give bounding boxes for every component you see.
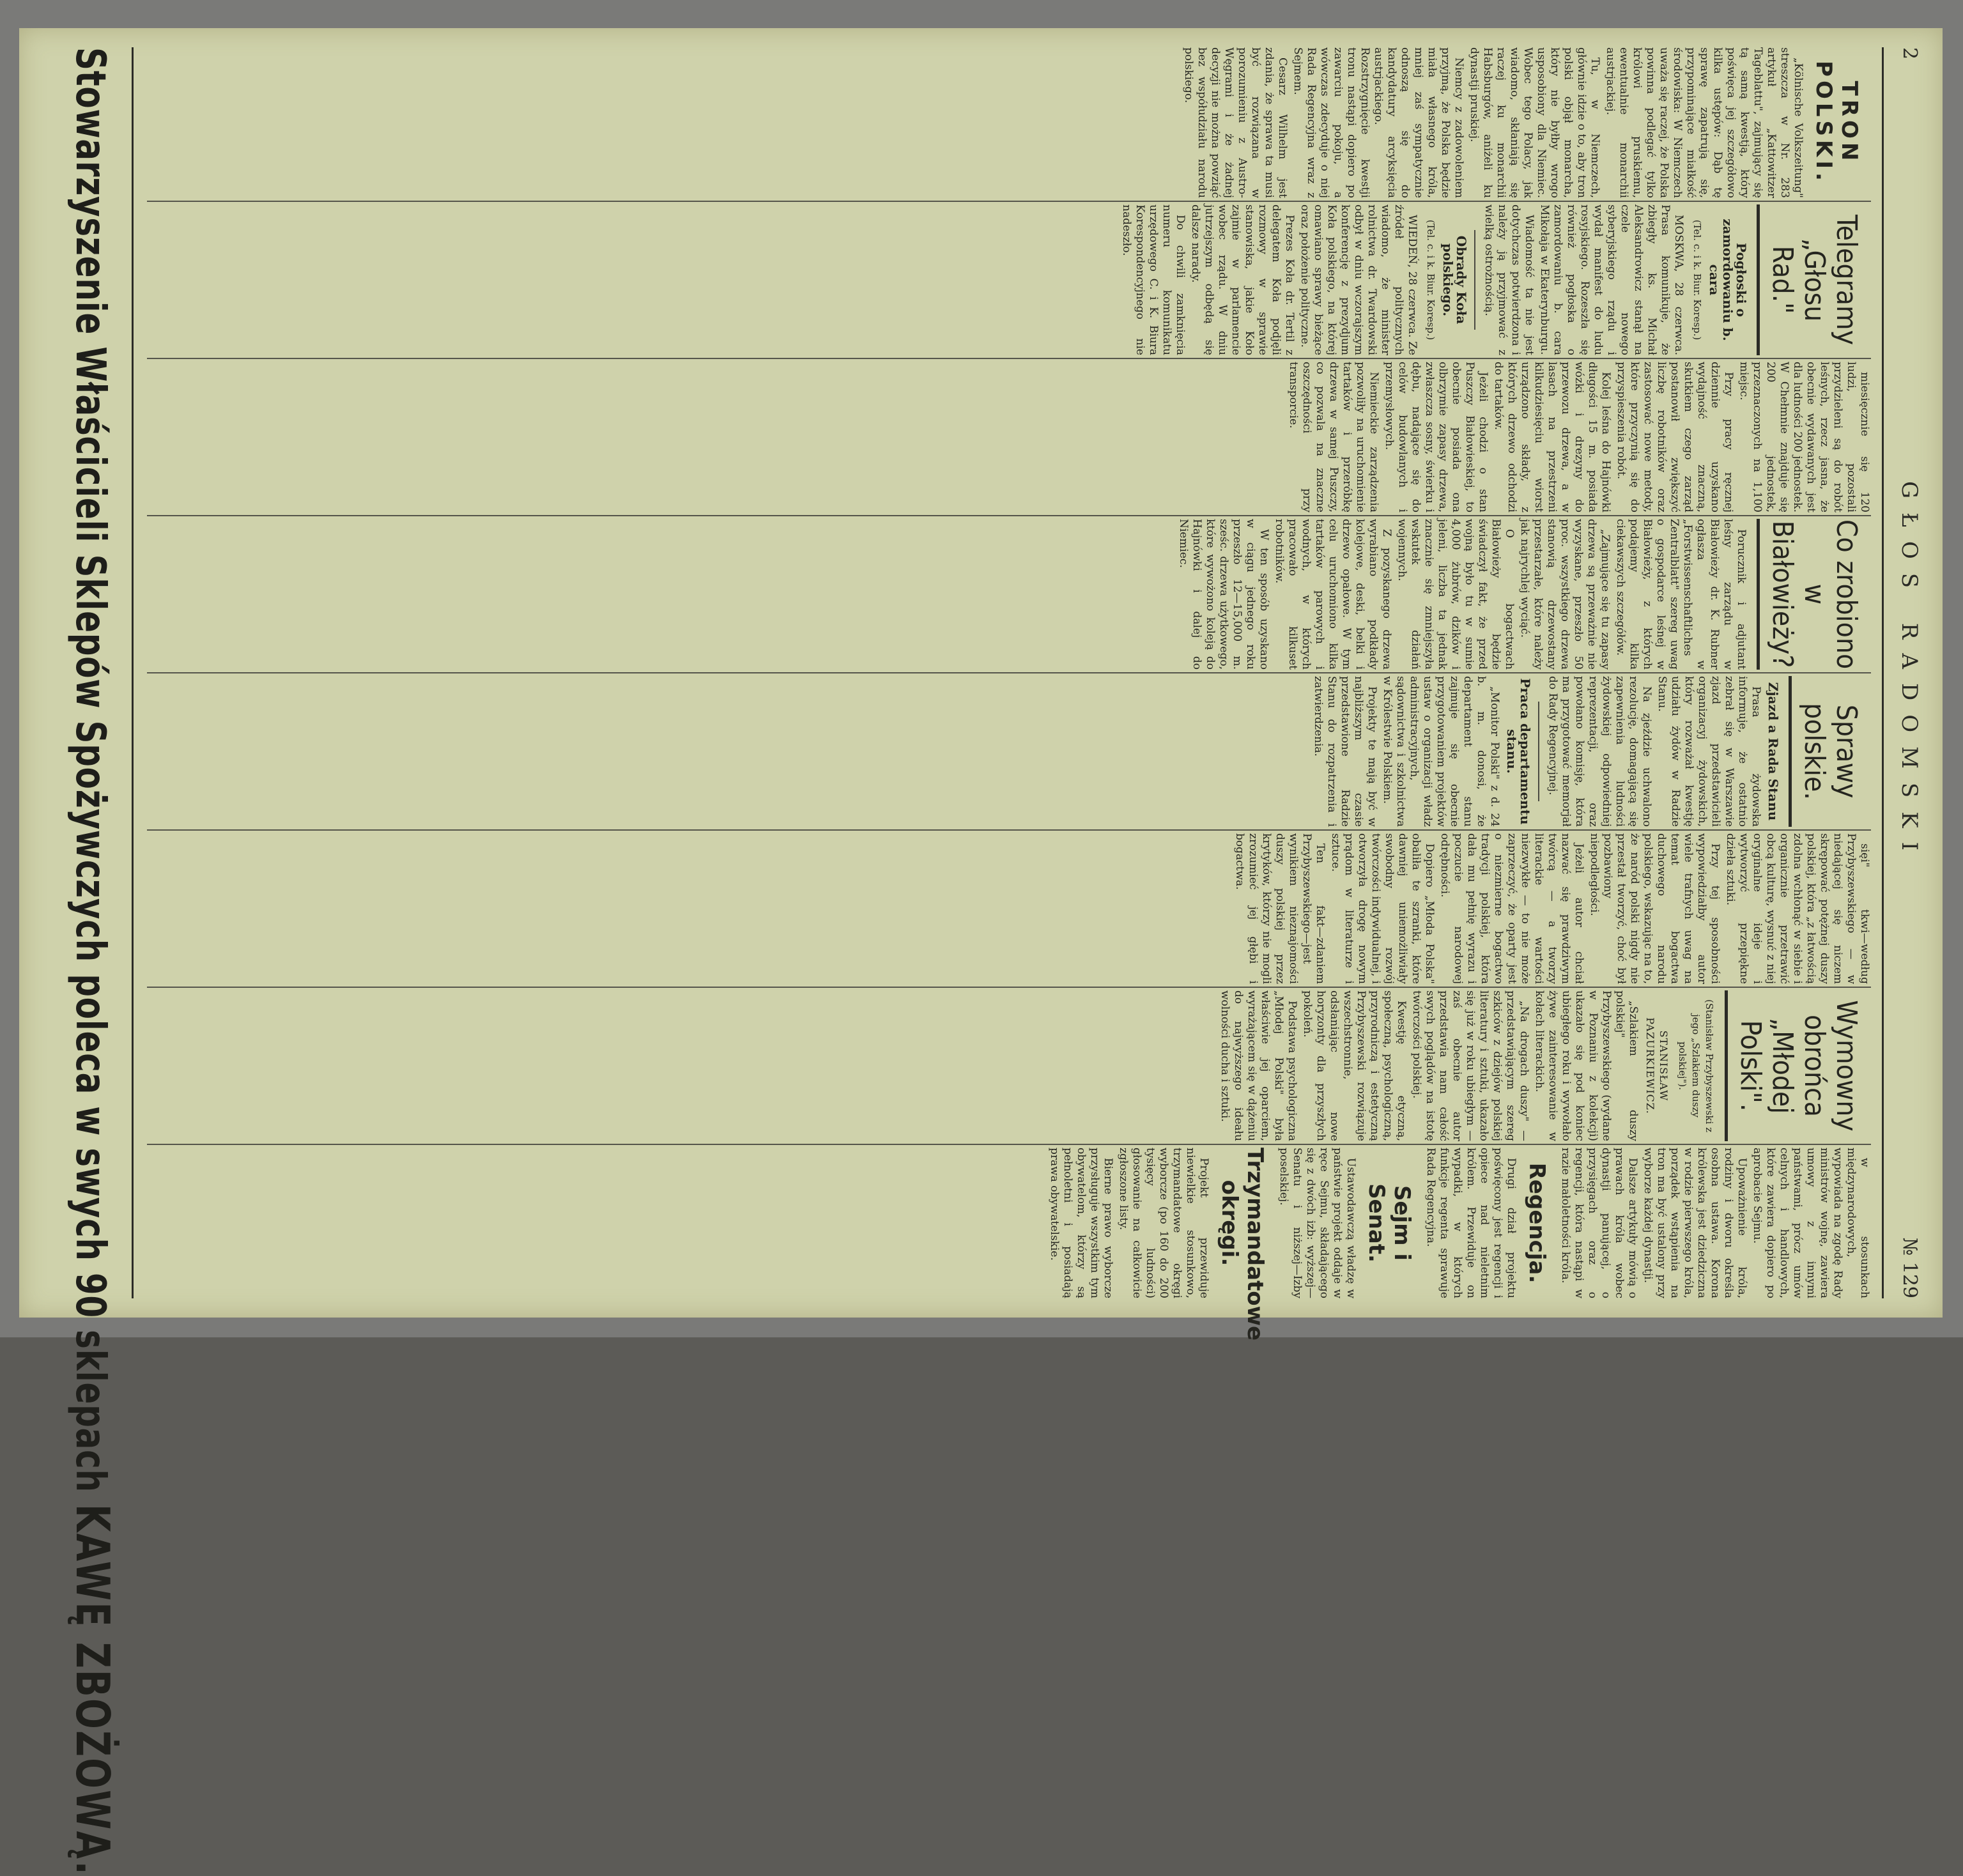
paragraph: Dalsze artykuły mówią o prawach króla wobec dynastji panującej, o przysięgach oraz o regencji, która nastąpi w razie małoletności króla. — [1559, 1148, 1639, 1298]
text-column-8 — [147, 1148, 1871, 1341]
byline: STANISŁAW PAZURKIEWICZ. — [1644, 1017, 1670, 1114]
source-note: (Tel. c. i k. Biur. Koresp.) — [1691, 219, 1703, 341]
headline: TRON POLSKI. — [1811, 61, 1862, 185]
paragraph: Projekt przewiduje niewielkie stosunkowo, trzymandatowe okręgi wyborcze (po 160 do 200 tysięcy ludności) głosowanie na całkowicie zgłoszone listy. — [1117, 1148, 1210, 1298]
paragraph: Przy pracy ręcznej dziennie uzyskano wydajność znaczną, skutkiem czego zarząd postanowił zwiększyć liczbę robotników oraz zastosować nowe metody, które przyczynią się do przyspieszenia robót. — [1615, 362, 1735, 512]
paragraph: MOSKWA, 28 czerwca. Prasa komunikuje, że zbiegły ks. Michał Aleksandrowicz stanął na czele nowego syberyjskiego rządu i wydał manifest do ludu rosyjskiego. Rozeszła się również pogłoska o zamordowaniu b. cara Mikołaja w Ekaterynburgu. — [1538, 204, 1685, 355]
paragraph: Przy tej sposobności wypowiedziałby autor wiele trafnych uwag na temat bogactwa duchowego narodu polskiego, wskazując na to, że naród polski nigdy nie przestał tworzyć, choć był pozbawiony niepodległości. — [1588, 833, 1721, 984]
paragraph: WIEDEŃ, 28 czerwca. Ze źródeł politycznych wiadomo, że minister rolnictwa dr. Twardowski odbył w dniu wczorajszym konferencję z prezydjum Koła polskiego, na której omawiano sprawy bieżące oraz położenie polityczne. — [1298, 204, 1419, 355]
subheadline: Obrady Koła polskiego. — [1440, 235, 1469, 325]
paragraph: Porucznik i adjutant leśny zarządu w Białowieży dr. K. Rubner ogłasza w „Forstwissenschaftliches Zentralblatt" szereg uwag o gospodarce leśnej w Białowieży, z których podajemy kilka ciekawszych szczegółów. — [1614, 519, 1748, 670]
text-column-1 — [147, 47, 1871, 198]
paragraph: Ten fakt—zdaniem Przybyszewskiego—jest wynikiem nieznajomości duszy polskiej przez krytyków, którzy nie mogli zrozumieć jej głębi i bogactwa. — [1233, 833, 1327, 984]
source-note: (Tel. c. i k. Biur. Koresp.) — [1425, 219, 1436, 341]
paragraph: O bogactwach Białowieży będzie świadczył fakt, że przed wojną było tu w sumie 4,000 żubrów, dzików i jeleni, liczba ta jednak znacznie się zmniejszyła wskutek działań wojennych. — [1396, 519, 1516, 670]
paragraph: sięi" tkwi—według Przybyszewskiego — w niedającej się niczem skrępować potężnej duszy polskiej, która „z łatwością zdolna wchłonąć w siebie i organicznie przetrawić obcą kulturę, wysnuć z niej oryginalne ideje i wytworzyć przepiękne dzieła sztuki. — [1724, 833, 1871, 984]
headline-rule — [1757, 204, 1760, 355]
paragraph: Cesarz Wilhelm jest zdania, że sprawa ta musi być rozwiązana w porozumieniu z Austro-Węgrami i że żadnej decyzji nie można powziąć bez współudziału narodu polskiego. — [1182, 47, 1289, 198]
paragraph: Podstawa psychologiczna „Młodej Polski" była właściwie jej oparciem, wyrażającem się w dążeniu do najwyższego ideału wolności ducha i sztuki. — [1219, 990, 1298, 1141]
paragraph: „Kölnische Volkszeitung" streszcza w Nr. 283 artykuł „Kattowitzer Tageblattu", zajmujący się tą samą kwestją, który poświęca jej szczegółowo kilka ustępów: Dąb tę sprawę zapatrują się, przypominające miałkość środowiska: W Niemczech uważa się raczej, że Polska powinna podlegać tylko królowi pruskiemu, ewentualnie monarchii austrjackiej. — [1604, 47, 1805, 198]
paragraph: miesięcznie się 120 ludzi, pozostali przydzieleni są do robót leśnych, rzecz jasna, że obecnie wydawanych jest dla ludności 200 jednostek. W Chełmnie znajduje się 200 jednostek, przeznaczonych na 1,100 miejsc. — [1737, 362, 1871, 512]
masthead-rule — [1882, 47, 1884, 1298]
paragraph: Upoważnienie króla, rodziny i dworu określa osobna ustawa. Korona królewska jest dziedziczna w rodzie pierwszego króla, porządek wstąpienia na tron ma być ustalony przy wyborze każdej dynastji. — [1642, 1148, 1748, 1298]
footer-rule — [132, 47, 134, 1298]
paragraph: Bierne prawo wyborcze przysługuje wszystkim tym obywatelom, którzy są pełnoletni i posiadają prawa obywatelskie. — [1048, 1148, 1114, 1298]
paragraph: Dopiero „Młoda Polska" obaliła te szranki, które dawniej uniemożliwiały swobodny rozwój twórczości indywidualnej, i otworzyła drogę nowym prądom w literaturze i sztuce. — [1329, 833, 1436, 984]
paragraph: Do chwili zamknięcia numeru komunikatu urzędowego C. i K. Biura Korespondencyjnego nie nadeszło. — [1120, 204, 1187, 355]
text-column-5 — [147, 676, 1871, 827]
paragraph: w stosunkach międzynarodowych, wypowiada na zgodę Rady ministrów wojnę, zawiera umowy z innymi państwami, prócz umów celnych i handlowych, które zawiera dopiero po aprobacie Sejmu. — [1751, 1148, 1871, 1298]
headline: Regencja. — [1524, 1162, 1550, 1284]
paragraph: Z pozyskanego drzewa wyrabiano podkłady kolejowe, deski, belki i drzewo opałowe. W tym celu uruchomiono kilka tartaków parowych i wodnych, w których pracowało kilkuset robotników. — [1273, 519, 1393, 670]
section-divider — [1538, 702, 1539, 801]
rotated-page — [19, 28, 1943, 1876]
paragraph: „Zajmujące się tu zapasy drzewa są przeważnie nie wyzyskane, przeszło 50 proc. wszystkiego drzewa stanowią drzewostany przestarzałe, które należy jak najrychlej wyciąć. — [1518, 519, 1612, 670]
page-number: 2 — [1898, 47, 1921, 60]
headline: Sejm i Senat. — [1364, 1183, 1415, 1263]
paragraph: Niemcy z zadowoleniem przyjmą, że Polska będzie miała własnego króla, mniej zaś sympatycznie odnoszą się do kandydatury arcyksięcia austrjackiego. Rozstrzygnięcie kwestji tronu nastąpi dopiero po zawarciu pokoju, a wówczas zdecyduje o niej Rada Regencyjna wraz z Sejmem. — [1291, 47, 1465, 198]
subheadline: Pogłoski o zamordowaniu b. cara — [1707, 219, 1749, 341]
column-rule — [147, 829, 1871, 831]
paragraph: „Monitor Polski" z d. 24 b. m. donosi, że departament stanu zajmuje się obecnie przygotowaniem projektów ustaw o organizacji władz administracyjnych, sądownictwa i szkolnictwa w Królestwie Polskiem. — [1381, 676, 1501, 827]
paragraph: Drugi dział projektu poświęcony jest regencji i opiece nad nieletnim królem. Przewiduje on wypadki, w których funkcje regenta sprawuje Rada Regencyjna. — [1424, 1148, 1518, 1298]
headline: Wymowny obrońca „Młodej Polski". — [1734, 1000, 1863, 1132]
headline: Sprawy polskie. — [1798, 703, 1863, 800]
footer-advertisement — [58, 47, 128, 1876]
newspaper-page-scan — [19, 28, 1943, 1876]
paragraph: Projekty te mają być w najbliższym czasie przedstawione Radzie Stanu do rozpatrzenia i zatwierdzenia. — [1312, 676, 1378, 827]
text-column-3 — [147, 362, 1871, 512]
headline-rule — [1757, 519, 1760, 670]
paragraph: Kolej leśna do Hajnówki długości 15 m. posiada wózki i drezyny do przewozu drzewa, a w lasach na przestrzeni kilkudziesięciu wiorst urządzono składy, z których drzewo odchodzi do tartaków. — [1492, 362, 1612, 512]
headline: Telegramy „Głosu Rad." — [1766, 214, 1863, 346]
text-column-2 — [147, 204, 1871, 355]
column-rule — [147, 672, 1871, 673]
text-column-6 — [147, 833, 1871, 984]
paragraph: Prezes Koła dr. Tertil z delegatem Koła podjęli rozmowy w sprawie stanowiska, jakie Koło zajmie w parlamencie wobec rządu. W dniu jutrzejszym odbędą się dalsze narady. — [1189, 204, 1296, 355]
paragraph: Tu, w Niemczech, głównie idzie o to, aby tron polski objął monarcha, który nie byłby wrogo usposobiony dla Niemiec. Wobec tego Polacy, jak wiadomo, skłaniają się raczej ku monarchii Habsburgów, aniżeli ku dynastji pruskiej. — [1468, 47, 1601, 198]
paragraph: Kwestję etyczną, społeczną, psychologiczną, przyrodniczą i estetyczną Przybyszewski rozwiązuje wszechstronnie, odsłaniając nowe horyzonty dla przyszłych pokoleń. — [1301, 990, 1408, 1141]
column-rule — [147, 1144, 1871, 1145]
column-rule — [147, 987, 1871, 988]
paragraph: W ten sposób uzyskano w ciągu jednego roku przeszło 12—15,000 m. sześc. drzewa użytkowego, które wywożono koleją do Hajnówki i dalej do Niemiec. — [1177, 519, 1270, 670]
paragraph: Jeżeli autor chciał nazwać się prawdziwym twórcą — a tworzy literackie wartości niezwykłe — to nie może zaprzeczyć, że oparty jest o niezmierne bogactwo tradycji polskiej, która dała mu pełnię wyrazu i poczucie narodowej odrębności. — [1438, 833, 1585, 984]
paragraph: Ustawodawczą władzę w państwie projekt oddaje w ręce Sejmu, składającego się z dwóch izb: wyższej—Senatu i niższej—Izby poselskiej. — [1277, 1148, 1357, 1298]
column-rule — [147, 515, 1871, 516]
text-column-7 — [147, 990, 1871, 1141]
footer-ad-text: Stowarzyszenie Właścicieli Sklepów Spożywczych poleca w swych 90 sklepach — [66, 47, 114, 1493]
column-rule — [147, 358, 1871, 359]
paragraph: Prasa żydowska informuje, że ostatnio zebrał się w Warszawie zjazd przedstawicieli organizacyj żydowskich, który rozważał kwestję udziału żydów w Radzie Stanu. — [1656, 676, 1762, 827]
footer-ad-product: KAWĘ ZBOŻOWĄ. — [66, 1503, 119, 1876]
section-divider — [1474, 230, 1475, 330]
paragraph: Niemieckie zarządzenia pozwoliły na uruchomienie tartaków i przeróbkę drzewa w samej Puszczy, co pozwala na znaczne oszczędności przy transporcie. — [1287, 362, 1380, 512]
subheadline: Zjazd a Rada Stanu — [1766, 682, 1781, 821]
paragraph: Na zjeździe uchwalono rezolucję, domagającą się zapewnienia ludności żydowskiej odpowiedniej reprezentacji, oraz powołano komisję, która ma przygotować memorjał do Rady Regencyjnej. — [1546, 676, 1653, 827]
paragraph: Wiadomość ta nie jest dotychczas potwierdzona i należy ją przyjmować z wielką ostrożnością. — [1482, 204, 1536, 355]
newspaper-title: GŁOS RADOMSKI — [1897, 481, 1922, 865]
headline-rule — [1725, 990, 1728, 1141]
paragraph: „Na drogach duszy" — przedstawiającym szereg szkiców z dziejów polskiej literatury i sztuki, ukazało się już w roku ubiegłym — zaś obecnie autor przedstawia nam całość swych poglądów na istotę twórczości polskiej. — [1410, 990, 1530, 1141]
headline: Trzymandatowe okręgi. — [1217, 1148, 1268, 1341]
masthead — [1882, 47, 1927, 1298]
paragraph: Jeżeli chodzi o stan Puszczy Białowieskiej, to obecnie posiada ona olbrzymie zapasy drzewa, zwłaszcza sosny, świerku i dębu, nadające się do celów budowlanych i przemysłowych. — [1383, 362, 1490, 512]
headline: Co zrobiono w Białowieży? — [1766, 519, 1863, 670]
source-note: (Stanisław Przybyszewski z jego „Szlakiem duszy polskiej"). — [1677, 999, 1715, 1132]
column-rule — [147, 201, 1871, 202]
subheadline: Praca departamentu stanu. — [1504, 678, 1533, 825]
paragraph: „Szlakiem duszy polskiej" Przybyszewskiego (wydane w Poznaniu z kolekcji) ukazało się pod koniec ubiegłego roku i wywołało żywe zainteresowanie w kołach literackich. — [1533, 990, 1640, 1141]
issue-number: № 129 — [1898, 1237, 1921, 1298]
text-column-4 — [147, 519, 1871, 670]
headline-rule — [1789, 676, 1792, 827]
